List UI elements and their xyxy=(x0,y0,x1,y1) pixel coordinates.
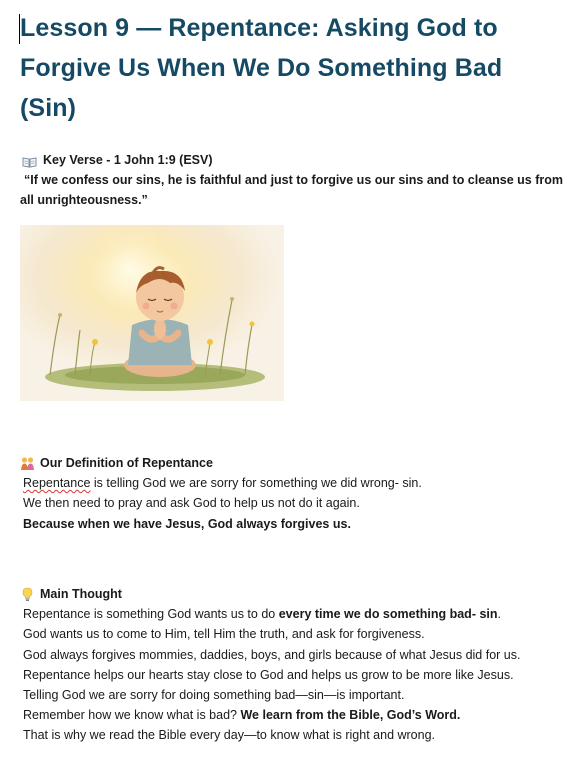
main-thought-line-1-text: Repentance is something God wants us to do xyxy=(23,607,279,622)
main-thought-line-2[interactable]: God wants us to come to Him, tell Him the truth, and ask for forgiveness. xyxy=(23,627,425,642)
key-verse-heading[interactable]: Key Verse - 1 John 1:9 (ESV) xyxy=(43,153,213,167)
definition-section xyxy=(20,453,570,534)
definition-line-2[interactable]: We then need to pray and ask God to help us not do it again. xyxy=(23,496,360,511)
family-icon xyxy=(20,456,35,471)
key-verse-heading-row xyxy=(20,150,565,170)
definition-heading[interactable]: Our Definition of Repentance xyxy=(40,456,213,470)
main-thought-line-1[interactable] xyxy=(20,604,570,624)
key-verse-text[interactable]: “If we confess our sins, he is faithful and just to forgive us our sins and to cleanse us from all unrighteousness.” xyxy=(20,173,563,207)
text-cursor xyxy=(19,14,20,44)
main-thought-line-3[interactable]: God always forgives mommies, daddies, boys, and girls because of what Jesus did for us. xyxy=(23,647,521,662)
main-thought-heading[interactable]: Main Thought xyxy=(40,587,122,601)
main-thought-line-1-end: . xyxy=(497,607,502,622)
definition-line-1[interactable] xyxy=(20,473,570,493)
title-block xyxy=(20,8,565,128)
key-verse-block xyxy=(20,150,565,210)
definition-line-3[interactable]: Because when we have Jesus, God always forgives us. xyxy=(23,516,351,531)
definition-line-1-text: is telling God we are sorry for something we did wrong- sin. xyxy=(90,476,422,491)
main-thought-line-1-emphasis: every time we do something bad- sin xyxy=(278,607,498,622)
main-thought-line-7[interactable]: That is why we read the Bible every day—to know what is right and wrong. xyxy=(23,728,436,743)
main-thought-line-5[interactable]: Telling God we are sorry for doing something bad—sin—is important. xyxy=(23,688,405,703)
main-thought-heading-row xyxy=(20,584,570,604)
page-title[interactable]: Lesson 9 — Repentance: Asking God to Forgive Us When We Do Something Bad (Sin) xyxy=(20,14,503,122)
main-thought-line-4[interactable]: Repentance helps our hearts stay close to God and helps us grow to be more like Jesus. xyxy=(23,667,514,682)
lightbulb-icon xyxy=(20,587,35,602)
misspelled-word-repentance[interactable]: Repentance xyxy=(23,476,91,491)
main-thought-section xyxy=(20,584,570,746)
main-thought-line-6-emphasis: We learn from the Bible, God’s Word. xyxy=(240,708,461,723)
open-book-icon xyxy=(22,154,37,166)
definition-heading-row xyxy=(20,453,570,473)
praying-child-illustration[interactable] xyxy=(20,225,284,401)
main-thought-line-6[interactable] xyxy=(20,705,570,725)
main-thought-line-6-text: Remember how we know what is bad? xyxy=(23,708,241,723)
